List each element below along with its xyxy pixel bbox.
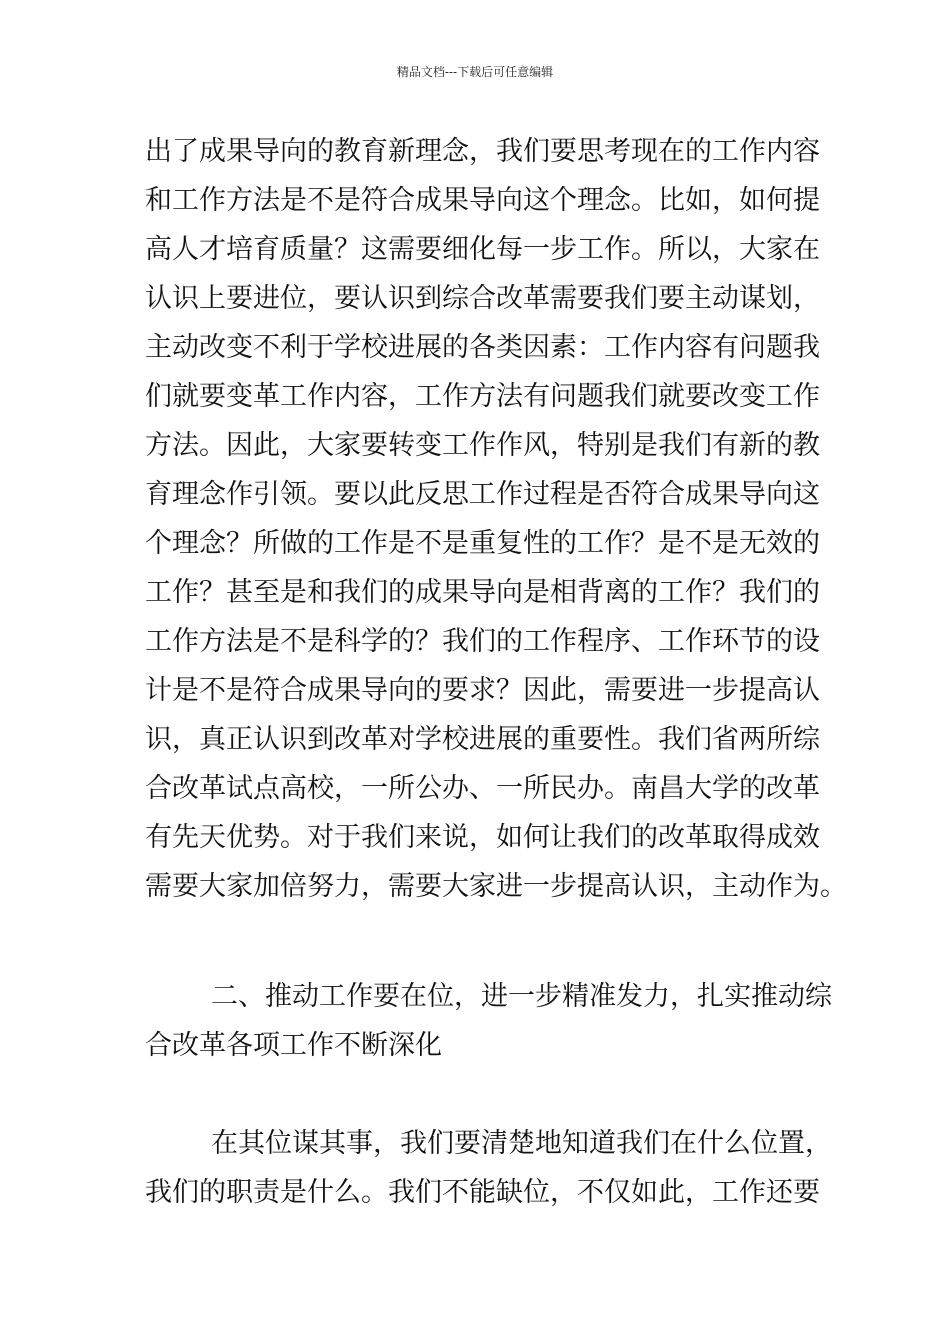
text-line: 出了成果导向的教育新理念，我们要思考现在的工作内容 — [145, 136, 820, 167]
text-line: 工作？甚至是和我们的成果导向是相背离的工作？我们的 — [145, 577, 820, 608]
text-line: 工作方法是不是科学的？我们的工作程序、工作环节的设 — [145, 626, 820, 657]
text-line: 个理念？所做的工作是不是重复性的工作？是不是无效的 — [145, 528, 820, 559]
heading-line: 二、推动工作要在位，进一步精准发力，扎实推动综 — [211, 981, 832, 1012]
text-line: 计是不是符合成果导向的要求？因此，需要进一步提高认 — [145, 675, 820, 706]
text-line: 们就要变革工作内容，工作方法有问题我们就要改变工作 — [145, 381, 820, 412]
text-line: 认识上要进位，要认识到综合改革需要我们要主动谋划， — [145, 283, 820, 314]
text-line: 识，真正认识到改革对学校进展的重要性。我们省两所综 — [145, 724, 820, 755]
text-line: 在其位谋其事，我们要清楚地知道我们在什么位置， — [211, 1128, 832, 1159]
text-line: 我们的职责是什么。我们不能缺位，不仅如此，工作还要 — [145, 1177, 820, 1208]
text-line: 合改革试点高校，一所公办、一所民办。南昌大学的改革 — [145, 773, 820, 804]
text-line: 方法。因此，大家要转变工作作风，特别是我们有新的教 — [145, 430, 820, 461]
text-line: 和工作方法是不是符合成果导向这个理念。比如，如何提 — [145, 185, 820, 216]
text-line: 高人才培育质量？这需要细化每一步工作。所以，大家在 — [145, 234, 820, 265]
text-line: 主动改变不利于学校进展的各类因素：工作内容有问题我 — [145, 332, 820, 363]
heading-line: 合改革各项工作不断深化 — [145, 1030, 442, 1061]
text-line: 需要大家加倍努力，需要大家进一步提高认识，主动作为。 — [145, 871, 847, 902]
text-line: 有先天优势。对于我们来说，如何让我们的改革取得成效 — [145, 822, 820, 853]
page-header: 精品文档---下载后可任意编辑 — [396, 65, 554, 79]
text-line: 育理念作引领。要以此反思工作过程是否符合成果导向这 — [145, 479, 820, 510]
